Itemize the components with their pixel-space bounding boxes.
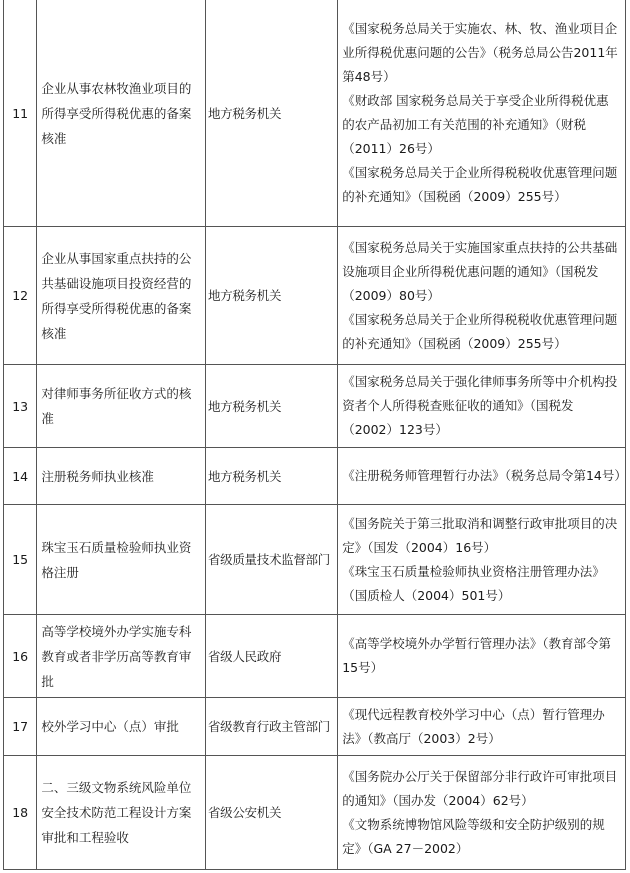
row-number: 18 (4, 756, 37, 870)
approving-authority: 省级教育行政主管部门 (205, 698, 337, 756)
legal-basis (338, 365, 626, 448)
row-number: 17 (4, 698, 37, 756)
approving-authority: 省级人民政府 (205, 615, 337, 698)
legal-basis (338, 448, 626, 505)
table-row (4, 698, 626, 756)
legal-document: 《国务院关于第三批取消和调整行政审批项目的决定》（国发（2004）16号） (342, 515, 618, 555)
table-row (4, 227, 626, 365)
legal-basis (338, 0, 626, 227)
table-row (4, 448, 626, 505)
approval-item: 二、三级文物系统风险单位安全技术防范工程设计方案审批和工程验收 (37, 756, 206, 870)
approving-authority: 地方税务机关 (205, 448, 337, 505)
legal-basis (338, 615, 626, 698)
legal-document: 《现代远程教育校外学习中心（点）暂行管理办法》（教高厅（2003）2号） (342, 706, 605, 746)
legal-document: 《国务院办公厅关于保留部分非行政许可审批项目的通知》（国办发（2004）62号） (342, 768, 618, 808)
table-row (4, 756, 626, 870)
table-row (4, 365, 626, 448)
legal-document: 《国家税务总局关于实施农、林、牧、渔业项目企业所得税优惠问题的公告》（税务总局公告2011年第48号） (342, 21, 618, 84)
legal-document: 《珠宝玉石质量检验师执业资格注册管理办法》（国质检人（2004）501号） (342, 563, 605, 603)
approval-item: 注册税务师执业核准 (37, 448, 206, 505)
legal-document: 《高等学校境外办学暂行管理办法》（教育部令第15号） (342, 636, 611, 675)
approval-item: 校外学习中心（点）审批 (37, 698, 206, 756)
legal-document: 《文物系统博物馆风险等级和安全防护级别的规定》（GA 27－2002） (342, 816, 605, 856)
row-number: 11 (4, 0, 37, 227)
approval-item: 高等学校境外办学实施专科教育或者非学历高等教育审批 (37, 615, 206, 698)
legal-basis (338, 505, 626, 615)
approving-authority: 省级公安机关 (205, 756, 337, 870)
approving-authority: 地方税务机关 (205, 365, 337, 448)
legal-document: 《注册税务师管理暂行办法》（税务总局令第14号） (342, 468, 627, 483)
table-row (4, 615, 626, 698)
legal-basis (338, 756, 626, 870)
approval-item: 企业从事国家重点扶持的公共基础设施项目投资经营的所得享受所得税优惠的备案核准 (37, 227, 206, 365)
approval-items-table (3, 0, 626, 870)
row-number: 13 (4, 365, 37, 448)
row-number: 16 (4, 615, 37, 698)
row-number: 12 (4, 227, 37, 365)
approving-authority: 地方税务机关 (205, 227, 337, 365)
approval-item: 对律师事务所征收方式的核准 (37, 365, 206, 448)
row-number: 15 (4, 505, 37, 615)
approving-authority: 地方税务机关 (205, 0, 337, 227)
table-row (4, 0, 626, 227)
approval-item: 企业从事农林牧渔业项目的所得享受所得税优惠的备案核准 (37, 0, 206, 227)
legal-document: 《国家税务总局关于实施国家重点扶持的公共基础设施项目企业所得税优惠问题的通知》（国税发（2009）80号） (342, 239, 618, 303)
legal-document: 《国家税务总局关于企业所得税税收优惠管理问题的补充通知》（国税函（2009）255号） (342, 311, 618, 351)
legal-document: 《国家税务总局关于强化律师事务所等中介机构投资者个人所得税查账征收的通知》（国税发（2002）123号） (342, 374, 618, 437)
legal-basis (338, 698, 626, 756)
legal-document: 《财政部 国家税务总局关于享受企业所得税优惠的农产品初加工有关范围的补充通知》（财税（2011）26号） (342, 93, 609, 156)
legal-basis (338, 227, 626, 365)
row-number: 14 (4, 448, 37, 505)
approval-item: 珠宝玉石质量检验师执业资格注册 (37, 505, 206, 615)
approving-authority: 省级质量技术监督部门 (205, 505, 337, 615)
table-row (4, 505, 626, 615)
legal-document: 《国家税务总局关于企业所得税税收优惠管理问题的补充通知》（国税函（2009）255号） (342, 165, 618, 204)
